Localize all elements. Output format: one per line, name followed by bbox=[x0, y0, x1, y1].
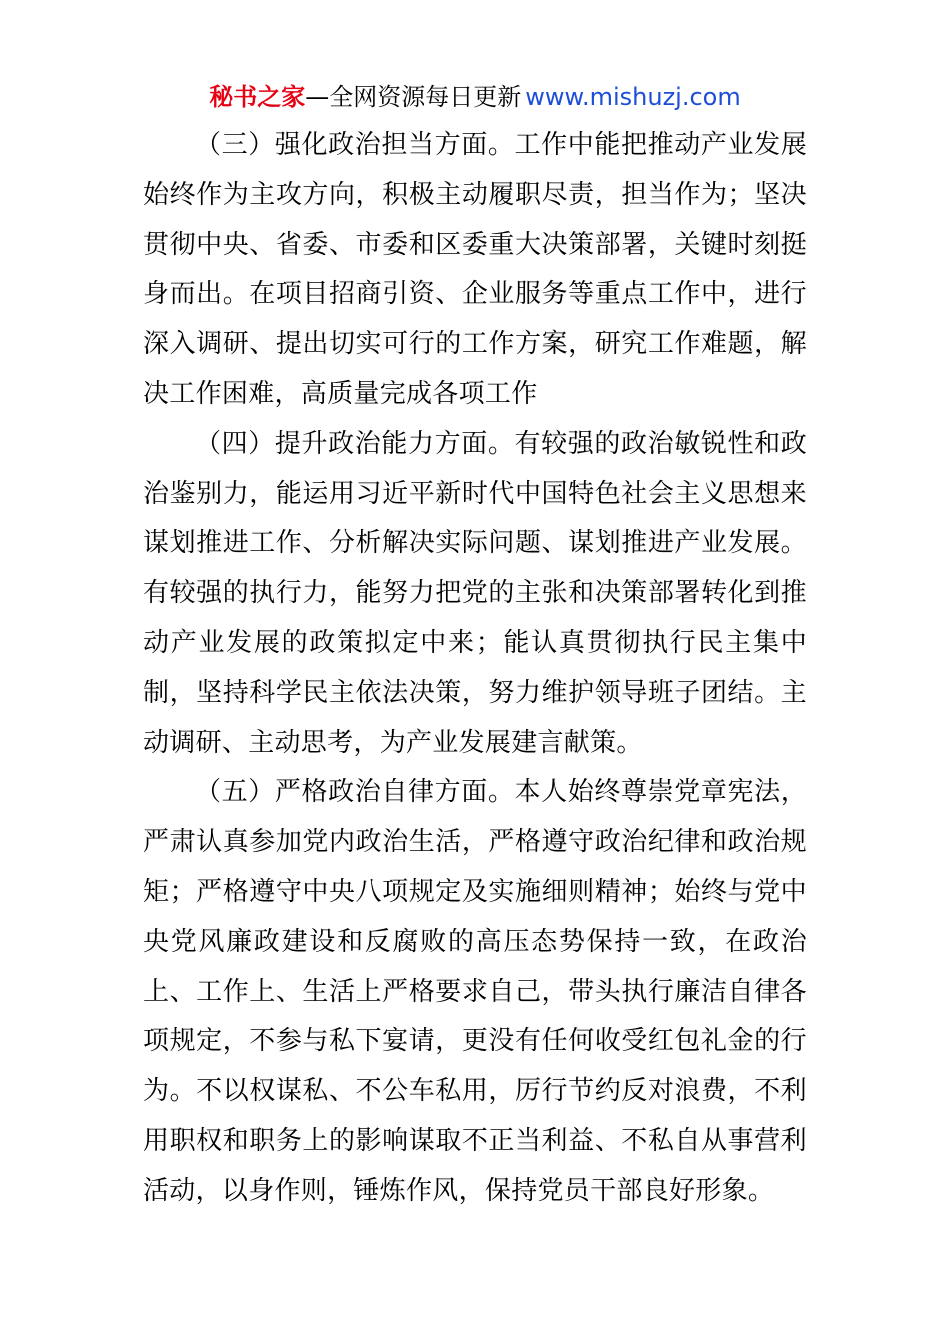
page-header bbox=[0, 80, 950, 114]
document-body bbox=[143, 121, 807, 1217]
header-slogan: —全网资源每日更新 bbox=[305, 83, 522, 111]
paragraph-political-self-discipline: （五）严格政治自律方面。本人始终尊崇党章宪法，严肃认真参加党内政治生活，严格遵守政治纪律和政治规矩；严格遵守中央八项规定及实施细则精神；始终与党中央党风廉政建设和反腐败的高压态势保持一致，在政治上、工作上、生活上严格要求自己，带头执行廉洁自律各项规定，不参与私下宴请，更没有任何收受红包礼金的行为。不以权谋私、不公车私用，厉行节约反对浪费，不利用职权和职务上的影响谋取不正当利益、不私自从事营利活动，以身作则，锤炼作风，保持党员干部良好形象。 bbox=[143, 777, 807, 1206]
header-site-link[interactable]: www.mishuzj.com bbox=[525, 83, 741, 111]
paragraph-political-ability: （四）提升政治能力方面。有较强的政治敏锐性和政治鉴别力，能运用习近平新时代中国特色社会主义思想来谋划推进工作、分析解决实际问题、谋划推进产业发展。有较强的执行力，能努力把党的主张和决策部署转化到推动产业发展的政策拟定中来；能认真贯彻执行民主集中制，坚持科学民主依法决策，努力维护领导班子团结。主动调研、主动思考，为产业发展建言献策。 bbox=[143, 428, 807, 758]
header-brand: 秘书之家 bbox=[209, 83, 306, 111]
paragraph-political-responsibility: （三）强化政治担当方面。工作中能把推动产业发展始终作为主攻方向，积极主动履职尽责，担当作为；坚决贯彻中央、省委、市委和区委重大决策部署，关键时刻挺身而出。在项目招商引资、企业服务等重点工作中，进行深入调研、提出切实可行的工作方案，研究工作难题，解决工作困难，高质量完成各项工作 bbox=[143, 130, 807, 409]
